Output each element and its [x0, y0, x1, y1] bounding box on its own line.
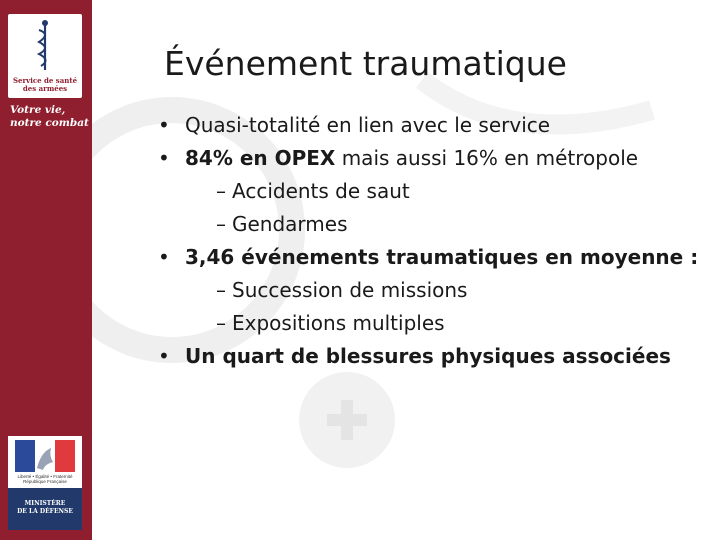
- sub-bullet-item: [158, 210, 703, 238]
- bullet-bold-text: 84% en OPEX: [185, 146, 336, 170]
- bullet-bold-text: 3,46 événements traumatiques en moyenne :: [185, 245, 699, 269]
- sub-bullet-item: [158, 177, 703, 205]
- sub-bullet-text: Expositions multiples: [232, 311, 445, 335]
- sub-bullet-item: [158, 309, 703, 337]
- ministry-line1: MINISTÈRE: [24, 500, 66, 507]
- bullet-text: mais aussi 16% en métropole: [335, 146, 639, 170]
- ministry-band: [8, 488, 82, 530]
- dash-symbol: –: [216, 212, 226, 236]
- bullet-text: Quasi-totalité en lien avec le service: [185, 113, 551, 137]
- dash-symbol: –: [216, 311, 226, 335]
- motto: [10, 104, 90, 130]
- brand-sidebar: [0, 0, 92, 540]
- bullet-item: [158, 111, 703, 139]
- motto-line1: Votre vie,: [10, 104, 66, 116]
- bullet-bold-text: Un quart de blessures physiques associées: [185, 344, 671, 368]
- bullet-symbol: •: [158, 146, 170, 170]
- sub-bullet-text: Gendarmes: [232, 212, 348, 236]
- dash-symbol: –: [216, 278, 226, 302]
- bullet-symbol: •: [158, 344, 170, 368]
- marianne-flag-icon: [15, 440, 75, 472]
- caduceus-icon: [8, 14, 82, 76]
- republic-motto: Liberté • Égalité • Fraternité: [17, 474, 73, 479]
- bullet-item: [158, 144, 703, 172]
- dash-symbol: –: [216, 179, 226, 203]
- logo-text-line1: Service de santé: [12, 76, 78, 85]
- sub-bullet-text: Accidents de saut: [232, 179, 410, 203]
- slide-title: Événement traumatique: [164, 44, 567, 83]
- ministry-line2: DE LA DÉFENSE: [17, 508, 73, 515]
- bullet-item: [158, 243, 703, 271]
- bullet-item: [158, 342, 703, 370]
- sub-bullet-text: Succession de missions: [232, 278, 468, 302]
- bullet-list: [158, 111, 703, 370]
- ssa-logo: [8, 14, 82, 98]
- republic-name: République Française: [23, 479, 67, 484]
- bullet-symbol: •: [158, 245, 170, 269]
- sub-bullet-item: [158, 276, 703, 304]
- motto-line2: notre combat: [10, 117, 89, 129]
- bullet-symbol: •: [158, 113, 170, 137]
- logo-text-line2: des armées: [22, 84, 68, 93]
- ministry-logo: [8, 436, 82, 530]
